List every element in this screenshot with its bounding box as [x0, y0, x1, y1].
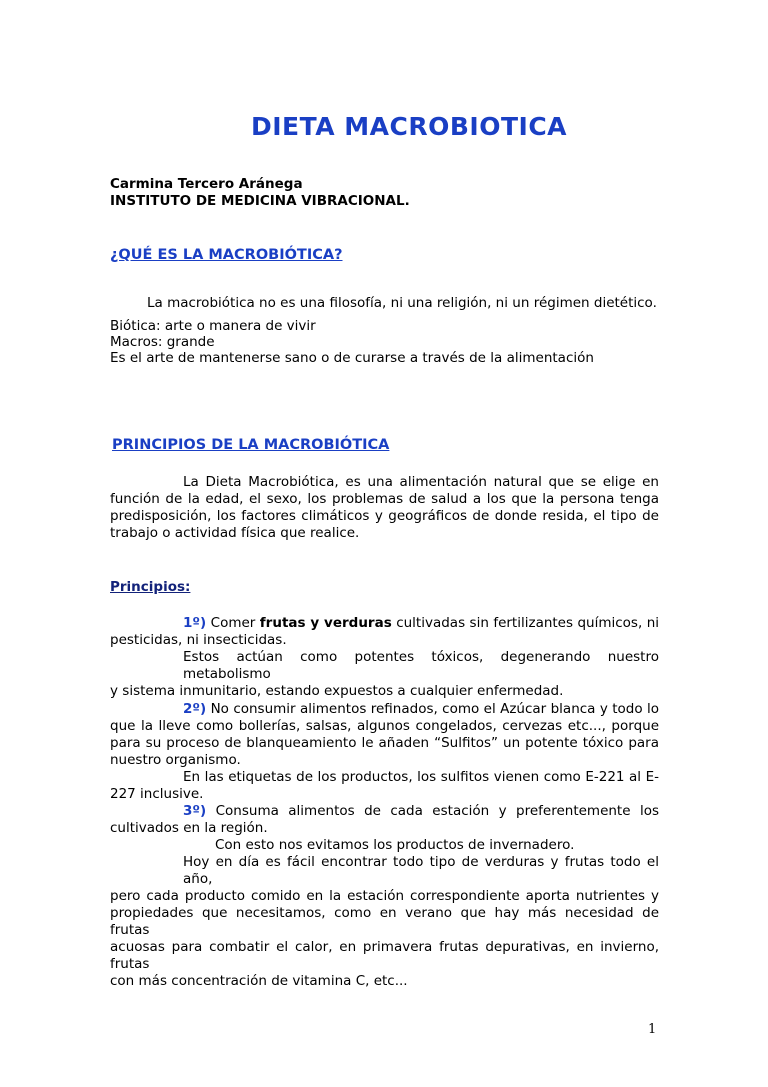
principio-1-number: 1º)	[183, 615, 207, 631]
section1-biotica: Biótica: arte o manera de vivir	[110, 318, 316, 334]
section-heading-principios-macrobiotica: PRINCIPIOS DE LA MACROBIÓTICA	[112, 437, 390, 453]
principios-heading: Principios:	[110, 579, 191, 595]
principio-2-line	[110, 701, 659, 718]
author-institute: INSTITUTO DE MEDICINA VIBRACIONAL.	[110, 193, 410, 209]
principio-3-line	[110, 803, 659, 820]
page-number: 1	[648, 1022, 657, 1037]
principio-1-line: y sistema inmunitario, estando expuestos a cualquier enfermedad.	[110, 683, 564, 699]
principio-3-line: acuosas para combatir el calor, en primavera frutas depurativas, en invierno, frutas	[110, 939, 659, 972]
principio-1	[110, 615, 659, 700]
document-title: DIETA MACROBIOTICA	[250, 112, 568, 141]
section2-line: función de la edad, el sexo, los problemas de salud a los que la persona tenga	[110, 491, 659, 507]
principio-2-text: No consumir alimentos refinados, como el Azúcar blanca y todo lo	[210, 701, 659, 717]
section1-arte: Es el arte de mantenerse sano o de curarse a través de la alimentación	[110, 350, 594, 366]
principio-1-line: Estos actúan como potentes tóxicos, degenerando nuestro metabolismo	[183, 649, 659, 682]
principio-3	[110, 803, 659, 990]
principio-2-line: 227 inclusive.	[110, 786, 204, 802]
section2-line: predisposición, los factores climáticos y geográficos de donde resida, el tipo de	[110, 508, 659, 524]
principio-1-pre: Comer	[210, 615, 256, 631]
principio-3-line: propiedades que necesitamos, como en verano que hay más necesidad de frutas	[110, 905, 659, 938]
principio-3-number: 3º)	[183, 803, 207, 819]
principio-3-line: Con esto nos evitamos los productos de invernadero.	[215, 837, 575, 853]
section2-line: trabajo o actividad física que realice.	[110, 525, 360, 541]
section2-paragraph	[110, 474, 659, 542]
section2-line: La Dieta Macrobiótica, es una alimentación natural que se elige en	[183, 474, 659, 490]
principio-1-bold: frutas y verduras	[259, 615, 392, 631]
principio-2-number: 2º)	[183, 701, 207, 717]
principio-3-line: cultivados en la región.	[110, 820, 268, 836]
principio-2	[110, 701, 659, 803]
principio-1-line: pesticidas, ni insecticidas.	[110, 632, 287, 648]
principio-3-text: Consuma alimentos de cada estación y preferentemente los	[215, 803, 659, 819]
principio-1-line	[110, 615, 659, 632]
principio-2-line: que la lleve como bollerías, salsas, algunos congelados, cervezas etc..., porque	[110, 718, 659, 734]
principio-2-line: nuestro organismo.	[110, 752, 241, 768]
author-block	[110, 176, 410, 210]
principio-3-line: pero cada producto comido en la estación correspondiente aporta nutrientes y	[110, 888, 659, 904]
principio-3-line: Hoy en día es fácil encontrar todo tipo de verduras y frutas todo el año,	[183, 854, 659, 887]
section1-intro: La macrobiótica no es una filosofía, ni una religión, ni un régimen dietético.	[147, 295, 657, 311]
principio-2-line: En las etiquetas de los productos, los sulfitos vienen como E-221 al E-	[183, 769, 659, 785]
section-heading-que-es: ¿QUÉ ES LA MACROBIÓTICA?	[110, 247, 343, 263]
principio-1-post: cultivadas sin fertilizantes químicos, ni	[396, 615, 660, 631]
section1-macros: Macros: grande	[110, 334, 215, 350]
principio-3-line: con más concentración de vitamina C, etc...	[110, 973, 408, 989]
author-name: Carmina Tercero Aránega	[110, 176, 303, 192]
principio-2-line: para su proceso de blanqueamiento le añaden “Sulfitos” un potente tóxico para	[110, 735, 659, 751]
